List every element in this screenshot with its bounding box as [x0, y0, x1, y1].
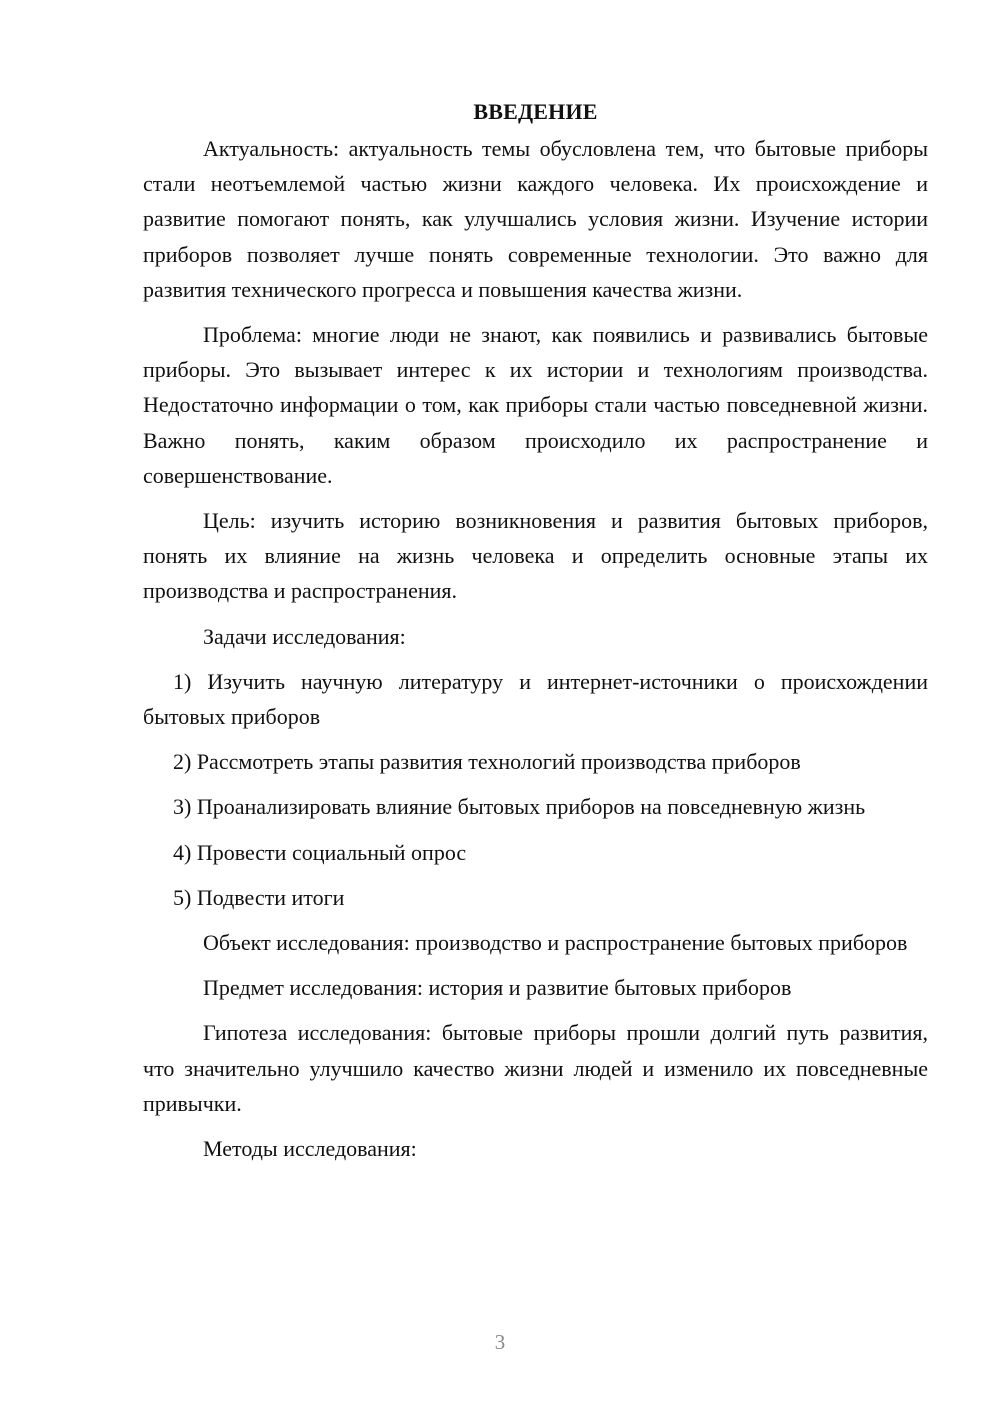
tasks-heading: Задачи исследования:: [203, 623, 406, 649]
task-item-2: 2) Рассмотреть этапы развития технологий производства приборов: [173, 749, 801, 775]
page-content: [143, 94, 928, 1166]
subject-paragraph: Предмет исследования: история и развитие бытовых приборов: [203, 975, 792, 1001]
task-item-4: 4) Провести социальный опрос: [173, 839, 467, 865]
relevance-paragraph: Актуальность: актуальность темы обусловлена тем, что бытовые приборы стали неотъемлемой частью жизни каждого человека. Их происхождение и развитие помогают понять, как улучшались условия жизни. Изучение истории приборов позволяет лучше понять современные технологии. Это важно для развития технического прогресса и повышения качества жизни.: [143, 136, 928, 302]
object-paragraph: Объект исследования: производство и распространение бытовых приборов: [203, 930, 908, 956]
methods-heading: Методы исследования:: [203, 1136, 417, 1162]
task-item-5: 5) Подвести итоги: [173, 884, 345, 910]
task-item-1: 1) Изучить научную литературу и интернет-источники о происхождении бытовых приборов: [143, 668, 928, 730]
task-item-3: 3) Проанализировать влияние бытовых приборов на повседневную жизнь: [173, 794, 866, 820]
hypothesis-paragraph: Гипотеза исследования: бытовые приборы прошли долгий путь развития, что значительно улучшило качество жизни людей и изменило их повседневные привычки.: [143, 1020, 928, 1116]
page-number: 3: [494, 1330, 506, 1354]
goal-paragraph: Цель: изучить историю возникновения и развития бытовых приборов, понять их влияние на жизнь человека и определить основные этапы их производства и распространения.: [143, 508, 928, 604]
page-title: ВВЕДЕНИЕ: [473, 99, 598, 124]
problem-paragraph: Проблема: многие люди не знают, как появились и развивались бытовые приборы. Это вызывает интерес к их истории и технологиям производства. Недостаточно информации о том, как приборы стали частью повседневной жизни. Важно понять, каким образом происходило их распространение и совершенствование.: [143, 322, 928, 488]
